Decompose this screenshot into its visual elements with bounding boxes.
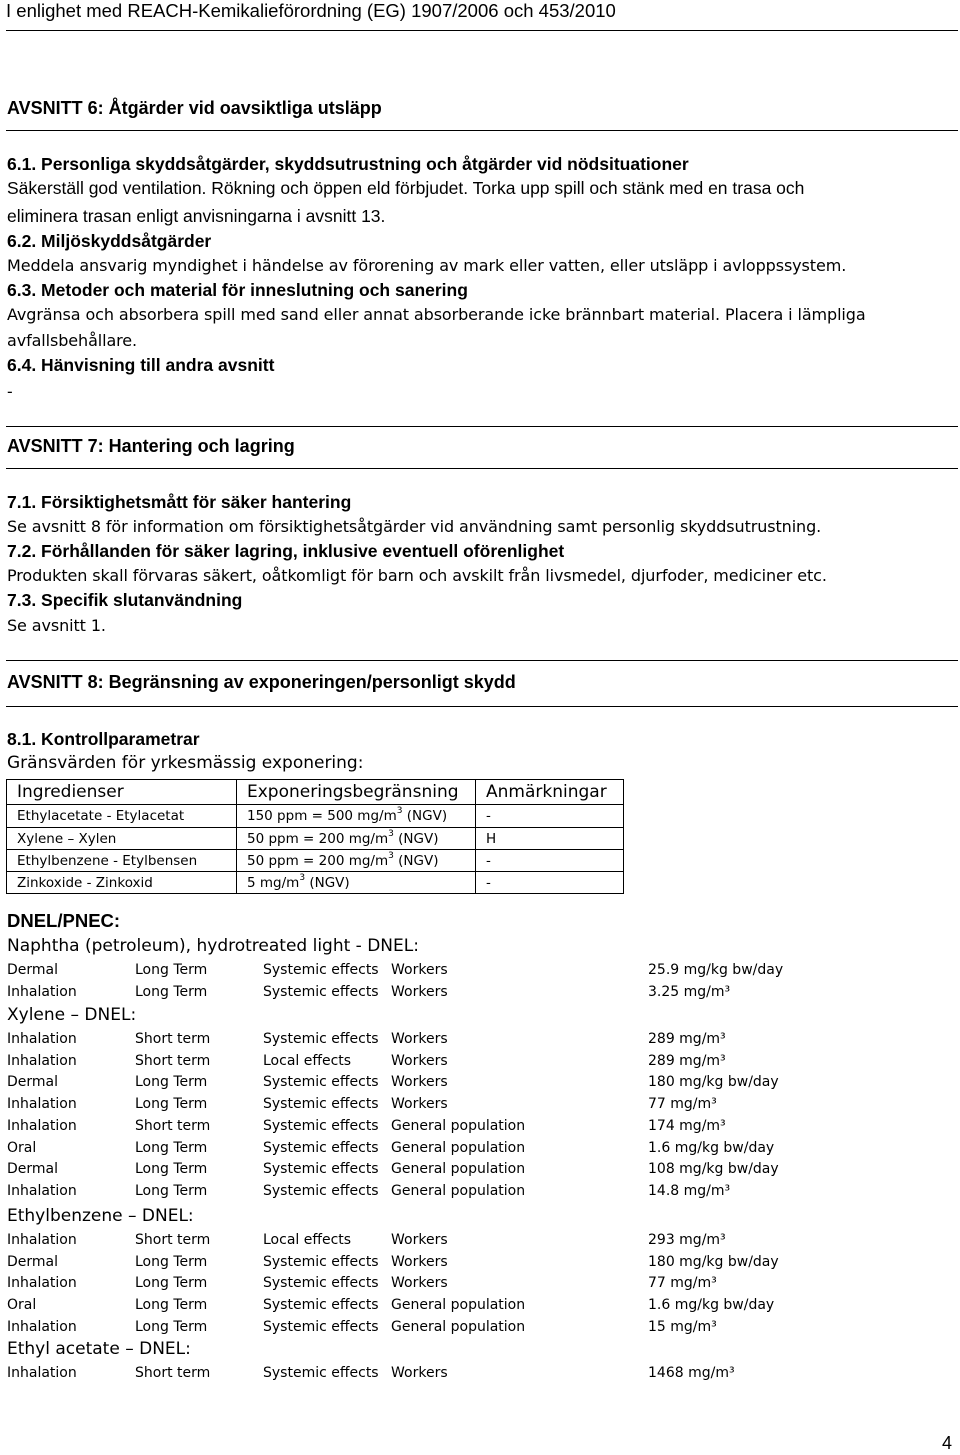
population-cell: General population [391,1182,526,1199]
population-cell: General population [391,1117,526,1134]
dnel-pnec-title: DNEL/PNEC: [7,910,121,931]
heading-6-3: 6.3. Metoder och material för inneslutning och sanering [7,280,468,300]
section-8-top-rule [6,660,958,661]
duration-cell: Short term [135,1232,211,1248]
table-header-row [7,780,624,805]
table-row [7,805,624,828]
note-cell: - [476,805,624,828]
limit-cell: 50 ppm = 200 $mg/m^3$ (NGV) [237,850,476,872]
effect-cell: Systemic effects [263,983,379,1000]
dnel-substance-title: Ethylbenzene – DNEL: [7,1206,194,1226]
heading-6-4: 6.4. Hänvisning till andra avsnitt [7,355,275,375]
value-cell: 108 mg/kg bw/day [648,1161,779,1178]
column-header-ingredients: Ingredienser [7,780,237,805]
effect-cell: Systemic effects [263,1182,379,1199]
value-cell: 1.6 mg/kg bw/day [648,1297,775,1314]
exposure-limits-table [6,779,624,894]
paragraph-7-3: Se avsnitt 1. [7,616,106,635]
table-row [7,828,624,850]
route-cell: Inhalation [7,1031,77,1047]
effect-cell: Systemic effects [263,1253,379,1270]
duration-cell: Long Term [135,1074,208,1091]
route-cell: Inhalation [7,983,77,1000]
table-row [7,850,624,872]
paragraph-6-3-line1: Avgränsa och absorbera spill med sand eller annat absorberande icke brännbart material. Placera i lämpliga [7,305,866,324]
population-cell: Workers [391,1365,448,1381]
effect-cell: Local effects [263,1232,352,1248]
route-cell: Dermal [7,1161,59,1178]
heading-7-2: 7.2. Förhållanden för säker lagring, inklusive eventuell oförenlighet [7,541,565,561]
paragraph-7-2: Produkten skall förvaras säkert, oåtkomligt för barn och avskilt från livsmedel, djurfoder, mediciner etc. [7,566,827,585]
population-cell: Workers [391,1275,448,1292]
population-cell: Workers [391,1232,448,1248]
duration-cell: Long Term [135,983,208,1000]
population-cell: Workers [391,1096,448,1113]
route-cell: Inhalation [7,1275,77,1292]
section-6-title: AVSNITT 6: Åtgärder vid oavsiktliga utsläpp [7,98,382,118]
duration-cell: Short term [135,1031,211,1047]
duration-cell: Long Term [135,1139,208,1156]
value-cell: 25.9 mg/kg bw/day [648,962,784,978]
paragraph-6-2: Meddela ansvarig myndighet i händelse av förorening av mark eller vatten, eller utsläpp i avloppssystem. [7,256,847,275]
population-cell: General population [391,1318,526,1335]
duration-cell: Short term [135,1052,211,1069]
population-cell: Workers [391,983,448,1000]
route-cell: Inhalation [7,1096,77,1113]
paragraph-6-1-line2: eliminera trasan enligt anvisningarna i avsnitt 13. [7,206,386,226]
note-cell: - [476,850,624,872]
route-cell: Inhalation [7,1052,77,1069]
effect-cell: Systemic effects [263,1365,379,1381]
column-header-limit: Exponeringsbegränsning [237,780,476,805]
value-cell: 15 mg/m³ [648,1318,717,1335]
duration-cell: Long Term [135,1275,208,1292]
note-cell: - [476,872,624,894]
heading-7-1: 7.1. Försiktighetsmått för säker hantering [7,492,352,512]
document-header: I enlighet med REACH-Kemikalieförordning (EG) 1907/2006 och 453/2010 [6,0,616,21]
value-cell: 180 mg/kg bw/day [648,1074,779,1091]
dnel-substance-title: Xylene – DNEL: [7,1005,137,1025]
effect-cell: Systemic effects [263,1161,379,1178]
ingredient-cell: Zinkoxide - Zinkoxid [7,872,237,894]
effect-cell: Systemic effects [263,1117,379,1134]
duration-cell: Short term [135,1365,211,1381]
effect-cell: Systemic effects [263,1318,379,1335]
route-cell: Oral [7,1297,37,1314]
effect-cell: Systemic effects [263,1031,379,1047]
population-cell: Workers [391,1074,448,1091]
effect-cell: Systemic effects [263,1139,379,1156]
duration-cell: Long Term [135,1253,208,1270]
population-cell: Workers [391,962,448,978]
population-cell: Workers [391,1253,448,1270]
population-cell: General population [391,1297,526,1314]
route-cell: Inhalation [7,1117,77,1134]
section-7-title: AVSNITT 7: Hantering och lagring [7,436,295,456]
value-cell: 3.25 mg/m³ [648,983,731,1000]
effect-cell: Systemic effects [263,1096,379,1113]
limit-cell: 50 ppm = 200 $mg/m^3$ (NGV) [237,828,476,850]
paragraph-6-3-line2: avfallsbehållare. [7,331,138,350]
route-cell: Inhalation [7,1232,77,1248]
value-cell: 77 mg/m³ [648,1275,717,1292]
dnel-substance-title: Ethyl acetate – DNEL: [7,1339,191,1359]
duration-cell: Long Term [135,1096,208,1113]
section-7-top-rule [6,426,958,427]
section-8-title: AVSNITT 8: Begränsning av exponeringen/personligt skydd [7,672,516,692]
ingredient-cell: Ethylacetate - Etylacetat [7,805,237,828]
effect-cell: Systemic effects [263,1275,379,1292]
page-number: 4 [941,1433,952,1453]
heading-6-1: 6.1. Personliga skyddsåtgärder, skyddsutrustning och åtgärder vid nödsituationer [7,154,689,174]
ingredient-cell: Xylene – Xylen [7,828,237,850]
header-rule [6,30,958,31]
heading-8-1: 8.1. Kontrollparametrar [7,729,200,749]
paragraph-7-1: Se avsnitt 8 för information om försiktighetsåtgärder vid användning samt personlig skyddsutrustning. [7,517,822,536]
table-row [7,872,624,894]
route-cell: Dermal [7,1074,59,1091]
route-cell: Oral [7,1139,37,1156]
column-header-notes: Anmärkningar [476,780,624,805]
paragraph-6-1-line1: Säkerställ god ventilation. Rökning och öppen eld förbjudet. Torka upp spill och stänk med en trasa och [7,178,805,198]
value-cell: 293 mg/m³ [648,1232,726,1248]
duration-cell: Long Term [135,1297,208,1314]
population-cell: Workers [391,1052,448,1069]
value-cell: 14.8 mg/m³ [648,1182,731,1199]
route-cell: Inhalation [7,1318,77,1335]
limits-label: Gränsvärden för yrkesmässig exponering: [7,753,364,773]
value-cell: 1468 mg/m³ [648,1365,735,1381]
value-cell: 289 mg/m³ [648,1031,726,1047]
value-cell: 289 mg/m³ [648,1052,726,1069]
section-8-rule [6,706,958,707]
duration-cell: Long Term [135,1182,208,1199]
route-cell: Inhalation [7,1365,77,1381]
ingredient-cell: Ethylbenzene - Etylbensen [7,850,237,872]
effect-cell: Systemic effects [263,1297,379,1314]
effect-cell: Systemic effects [263,1074,379,1091]
section-6-rule [6,130,958,131]
dnel-substance-title: Naphtha (petroleum), hydrotreated light - DNEL: [7,936,419,956]
effect-cell: Local effects [263,1052,352,1069]
limit-cell: 5 $mg/m^3$ (NGV) [237,872,476,894]
route-cell: Inhalation [7,1182,77,1199]
value-cell: 1.6 mg/kg bw/day [648,1139,775,1156]
heading-7-3: 7.3. Specifik slutanvändning [7,590,243,610]
duration-cell: Long Term [135,962,208,978]
effect-cell: Systemic effects [263,962,379,978]
duration-cell: Short term [135,1117,211,1134]
value-cell: 77 mg/m³ [648,1096,717,1113]
population-cell: Workers [391,1031,448,1047]
route-cell: Dermal [7,962,59,978]
value-cell: 180 mg/kg bw/day [648,1253,779,1270]
paragraph-6-4: - [7,382,13,401]
section-7-rule [6,468,958,469]
duration-cell: Long Term [135,1318,208,1335]
limit-cell: 150 ppm = 500 $mg/m^3$ (NGV) [237,805,476,828]
population-cell: General population [391,1139,526,1156]
population-cell: General population [391,1161,526,1178]
note-cell: H [476,828,624,850]
route-cell: Dermal [7,1253,59,1270]
duration-cell: Long Term [135,1161,208,1178]
heading-6-2: 6.2. Miljöskyddsåtgärder [7,231,212,251]
value-cell: 174 mg/m³ [648,1117,726,1134]
